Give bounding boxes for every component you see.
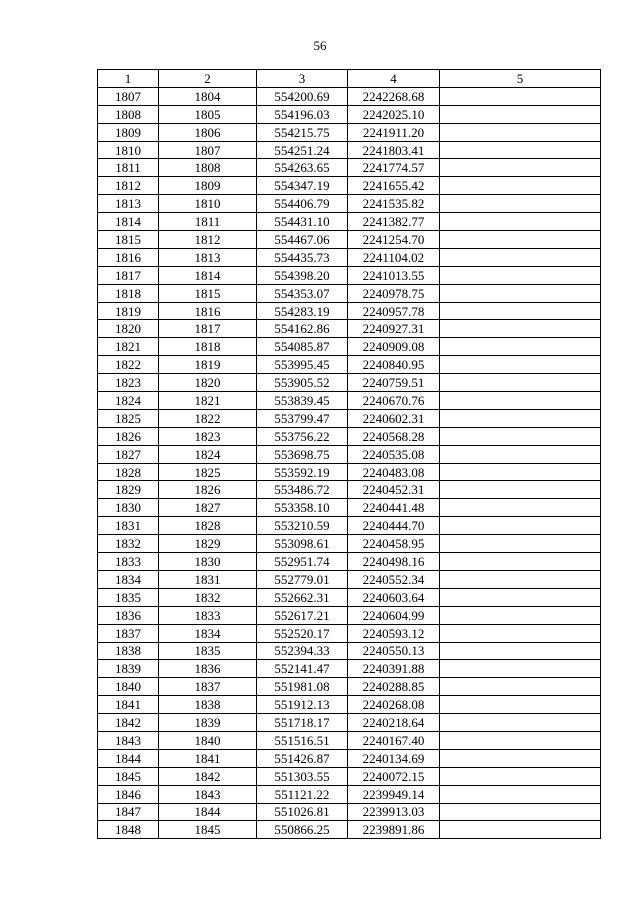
table-cell: 1809 <box>98 123 159 141</box>
table-cell: 553698.75 <box>257 445 348 463</box>
table-cell <box>440 803 601 821</box>
table-cell: 1841 <box>159 749 257 767</box>
table-cell <box>440 87 601 105</box>
table-cell: 1829 <box>98 481 159 499</box>
table-cell: 1814 <box>159 266 257 284</box>
table-row <box>98 87 601 105</box>
table-row <box>98 231 601 249</box>
table-cell <box>440 302 601 320</box>
table-cell <box>440 624 601 642</box>
table-cell: 554406.79 <box>257 195 348 213</box>
table-cell: 1824 <box>98 392 159 410</box>
table-cell: 2240603.64 <box>348 588 440 606</box>
table-cell: 554215.75 <box>257 123 348 141</box>
table-cell: 1833 <box>98 553 159 571</box>
table-row <box>98 606 601 624</box>
table-cell: 2240978.75 <box>348 284 440 302</box>
table-cell <box>440 427 601 445</box>
table-row <box>98 624 601 642</box>
table-cell: 1846 <box>98 785 159 803</box>
table-cell: 1823 <box>98 374 159 392</box>
table-row <box>98 338 601 356</box>
table-cell: 552662.31 <box>257 588 348 606</box>
table-cell: 551981.08 <box>257 678 348 696</box>
table-cell <box>440 731 601 749</box>
table-cell: 1809 <box>159 177 257 195</box>
table-cell: 1827 <box>98 445 159 463</box>
table-row <box>98 463 601 481</box>
table-cell <box>440 481 601 499</box>
table-cell: 1819 <box>98 302 159 320</box>
table-cell: 552617.21 <box>257 606 348 624</box>
table-header-row <box>98 70 601 88</box>
table-cell: 553839.45 <box>257 392 348 410</box>
table-cell: 2241911.20 <box>348 123 440 141</box>
table-cell: 1806 <box>159 123 257 141</box>
table-cell: 551718.17 <box>257 714 348 732</box>
column-header: 3 <box>257 70 348 88</box>
table-cell: 1835 <box>159 642 257 660</box>
table-cell: 1830 <box>98 499 159 517</box>
table-cell: 1842 <box>159 767 257 785</box>
table-cell <box>440 714 601 732</box>
table-cell: 1831 <box>98 517 159 535</box>
table-cell <box>440 445 601 463</box>
table-cell: 554200.69 <box>257 87 348 105</box>
table-cell: 1812 <box>159 231 257 249</box>
table-cell <box>440 535 601 553</box>
table-cell <box>440 660 601 678</box>
table-row <box>98 535 601 553</box>
table-cell: 2240167.40 <box>348 731 440 749</box>
table-row <box>98 517 601 535</box>
table-cell: 552951.74 <box>257 553 348 571</box>
table-cell: 1814 <box>98 213 159 231</box>
table-cell: 1810 <box>98 141 159 159</box>
table-cell: 1816 <box>98 248 159 266</box>
table-cell: 554196.03 <box>257 105 348 123</box>
table-cell <box>440 606 601 624</box>
table-cell: 2240957.78 <box>348 302 440 320</box>
table-cell: 1840 <box>159 731 257 749</box>
table-row <box>98 714 601 732</box>
table-row <box>98 159 601 177</box>
table-cell: 1841 <box>98 696 159 714</box>
table-row <box>98 660 601 678</box>
table-cell: 551121.22 <box>257 785 348 803</box>
table-cell: 2240535.08 <box>348 445 440 463</box>
table-cell: 2241803.41 <box>348 141 440 159</box>
table-cell: 1844 <box>159 803 257 821</box>
table-cell: 552779.01 <box>257 570 348 588</box>
table-cell <box>440 195 601 213</box>
table-cell: 2240568.28 <box>348 427 440 445</box>
table-row <box>98 105 601 123</box>
table-cell <box>440 105 601 123</box>
table-cell: 2239913.03 <box>348 803 440 821</box>
column-header: 4 <box>348 70 440 88</box>
table-row <box>98 195 601 213</box>
table-cell: 1824 <box>159 445 257 463</box>
table-cell: 1845 <box>98 767 159 785</box>
table-row <box>98 213 601 231</box>
table-row <box>98 481 601 499</box>
table-cell <box>440 463 601 481</box>
table-cell: 2240602.31 <box>348 409 440 427</box>
table-cell: 1837 <box>98 624 159 642</box>
table-cell: 1819 <box>159 356 257 374</box>
table-cell: 553098.61 <box>257 535 348 553</box>
table-row <box>98 284 601 302</box>
table-cell <box>440 749 601 767</box>
table-cell: 1829 <box>159 535 257 553</box>
table-cell: 1834 <box>98 570 159 588</box>
table-cell: 1838 <box>159 696 257 714</box>
table-cell: 2240498.16 <box>348 553 440 571</box>
table-cell: 1811 <box>159 213 257 231</box>
table-body <box>98 87 601 838</box>
table-cell <box>440 213 601 231</box>
table-row <box>98 409 601 427</box>
table-row <box>98 320 601 338</box>
table-cell: 1810 <box>159 195 257 213</box>
table-cell: 2240604.99 <box>348 606 440 624</box>
table-cell: 1840 <box>98 678 159 696</box>
table-cell: 1831 <box>159 570 257 588</box>
table-cell <box>440 553 601 571</box>
table-cell <box>440 678 601 696</box>
table-cell: 2240927.31 <box>348 320 440 338</box>
table-cell: 1834 <box>159 624 257 642</box>
table-cell: 553592.19 <box>257 463 348 481</box>
table-cell <box>440 821 601 839</box>
table-cell: 2241774.57 <box>348 159 440 177</box>
table-cell <box>440 123 601 141</box>
table-cell: 554431.10 <box>257 213 348 231</box>
table-cell: 553799.47 <box>257 409 348 427</box>
table-cell <box>440 642 601 660</box>
table-cell: 1832 <box>98 535 159 553</box>
table-cell: 554283.19 <box>257 302 348 320</box>
table-cell: 1811 <box>98 159 159 177</box>
column-header: 5 <box>440 70 601 88</box>
table-cell: 1848 <box>98 821 159 839</box>
table-cell: 2240909.08 <box>348 338 440 356</box>
table-row <box>98 678 601 696</box>
table-cell: 1805 <box>159 105 257 123</box>
table-cell: 1820 <box>159 374 257 392</box>
table-cell <box>440 141 601 159</box>
table-cell <box>440 356 601 374</box>
table-cell: 1821 <box>98 338 159 356</box>
table-cell <box>440 696 601 714</box>
table-row <box>98 141 601 159</box>
table-cell <box>440 570 601 588</box>
table-cell: 1830 <box>159 553 257 571</box>
table-row <box>98 499 601 517</box>
table-cell <box>440 320 601 338</box>
table-cell: 2240552.34 <box>348 570 440 588</box>
table-cell: 1845 <box>159 821 257 839</box>
table-cell: 1843 <box>159 785 257 803</box>
table-cell: 1815 <box>159 284 257 302</box>
table-cell: 1847 <box>98 803 159 821</box>
table-cell: 2240840.95 <box>348 356 440 374</box>
table-cell: 554085.87 <box>257 338 348 356</box>
table-cell: 2240483.08 <box>348 463 440 481</box>
table-cell: 551426.87 <box>257 749 348 767</box>
table-row <box>98 302 601 320</box>
coordinates-table <box>97 69 601 839</box>
table-cell: 2240072.15 <box>348 767 440 785</box>
table-row <box>98 785 601 803</box>
table-cell: 550866.25 <box>257 821 348 839</box>
table-cell <box>440 248 601 266</box>
table-cell: 554435.73 <box>257 248 348 266</box>
table-cell: 1828 <box>159 517 257 535</box>
table-cell: 552520.17 <box>257 624 348 642</box>
table-cell: 1818 <box>98 284 159 302</box>
table-cell: 1823 <box>159 427 257 445</box>
table-cell <box>440 266 601 284</box>
table-cell: 2240444.70 <box>348 517 440 535</box>
table-cell: 1807 <box>98 87 159 105</box>
table-cell: 1843 <box>98 731 159 749</box>
table-cell: 553358.10 <box>257 499 348 517</box>
table-cell: 1808 <box>98 105 159 123</box>
table-cell <box>440 392 601 410</box>
table-cell: 551912.13 <box>257 696 348 714</box>
table-cell: 2241535.82 <box>348 195 440 213</box>
table-cell: 1842 <box>98 714 159 732</box>
table-cell: 2241104.02 <box>348 248 440 266</box>
table-cell: 2241382.77 <box>348 213 440 231</box>
table-cell: 2242268.68 <box>348 87 440 105</box>
table-cell: 553905.52 <box>257 374 348 392</box>
table-cell: 554353.07 <box>257 284 348 302</box>
table-row <box>98 392 601 410</box>
table-cell: 554263.65 <box>257 159 348 177</box>
table-cell: 552394.33 <box>257 642 348 660</box>
table-row <box>98 803 601 821</box>
table-row <box>98 570 601 588</box>
table-cell <box>440 284 601 302</box>
column-header: 2 <box>159 70 257 88</box>
table-cell <box>440 374 601 392</box>
table-cell: 1818 <box>159 338 257 356</box>
table-row <box>98 553 601 571</box>
table-row <box>98 374 601 392</box>
table-cell: 1807 <box>159 141 257 159</box>
page-number: 56 <box>313 38 327 53</box>
table-row <box>98 123 601 141</box>
table-cell: 553756.22 <box>257 427 348 445</box>
table-cell: 2240759.51 <box>348 374 440 392</box>
table-cell: 554398.20 <box>257 266 348 284</box>
table-cell: 1813 <box>98 195 159 213</box>
table-cell: 1825 <box>159 463 257 481</box>
table-row <box>98 177 601 195</box>
table-cell: 552141.47 <box>257 660 348 678</box>
table-cell: 1817 <box>98 266 159 284</box>
table-cell: 1812 <box>98 177 159 195</box>
table-cell <box>440 338 601 356</box>
table-cell: 1821 <box>159 392 257 410</box>
table-cell <box>440 767 601 785</box>
table-cell <box>440 177 601 195</box>
table-cell: 1827 <box>159 499 257 517</box>
table-cell <box>440 499 601 517</box>
table-row <box>98 642 601 660</box>
column-header: 1 <box>98 70 159 88</box>
table-cell: 1838 <box>98 642 159 660</box>
table-cell: 2239949.14 <box>348 785 440 803</box>
table-cell <box>440 409 601 427</box>
table-cell: 1813 <box>159 248 257 266</box>
table-cell: 553995.45 <box>257 356 348 374</box>
table-row <box>98 427 601 445</box>
table-cell: 1822 <box>159 409 257 427</box>
table-cell: 1804 <box>159 87 257 105</box>
table-cell: 1844 <box>98 749 159 767</box>
table-cell: 1816 <box>159 302 257 320</box>
table-cell <box>440 231 601 249</box>
table-cell: 2240268.08 <box>348 696 440 714</box>
table-cell: 1826 <box>159 481 257 499</box>
table-cell: 1825 <box>98 409 159 427</box>
table-cell: 1839 <box>98 660 159 678</box>
table-cell: 2241655.42 <box>348 177 440 195</box>
table-row <box>98 445 601 463</box>
table-cell: 2240134.69 <box>348 749 440 767</box>
table-cell: 2242025.10 <box>348 105 440 123</box>
table-cell: 1836 <box>98 606 159 624</box>
table-row <box>98 248 601 266</box>
table-cell: 1815 <box>98 231 159 249</box>
table-cell: 2240550.13 <box>348 642 440 660</box>
table-cell: 2240593.12 <box>348 624 440 642</box>
table-cell <box>440 785 601 803</box>
table-cell: 1822 <box>98 356 159 374</box>
table-row <box>98 749 601 767</box>
table-cell: 2240458.95 <box>348 535 440 553</box>
table-cell: 551303.55 <box>257 767 348 785</box>
table-cell: 2240441.48 <box>348 499 440 517</box>
table-cell: 1832 <box>159 588 257 606</box>
table-cell: 1828 <box>98 463 159 481</box>
table-cell <box>440 588 601 606</box>
table-cell: 2240670.76 <box>348 392 440 410</box>
table-row <box>98 356 601 374</box>
table-cell: 1839 <box>159 714 257 732</box>
table-cell: 2241254.70 <box>348 231 440 249</box>
table-cell: 1817 <box>159 320 257 338</box>
table-cell: 1833 <box>159 606 257 624</box>
table-cell: 1837 <box>159 678 257 696</box>
table-cell: 1820 <box>98 320 159 338</box>
table-cell: 551516.51 <box>257 731 348 749</box>
table-cell: 553210.59 <box>257 517 348 535</box>
table-cell: 553486.72 <box>257 481 348 499</box>
table-cell: 1836 <box>159 660 257 678</box>
table-cell: 2240391.88 <box>348 660 440 678</box>
table-cell: 2240452.31 <box>348 481 440 499</box>
table-cell: 551026.81 <box>257 803 348 821</box>
table-cell <box>440 517 601 535</box>
table-cell: 1826 <box>98 427 159 445</box>
table-row <box>98 731 601 749</box>
table-row <box>98 266 601 284</box>
table-cell: 554467.06 <box>257 231 348 249</box>
table-cell: 1808 <box>159 159 257 177</box>
table-row <box>98 696 601 714</box>
table-cell: 1835 <box>98 588 159 606</box>
table-cell <box>440 159 601 177</box>
table-row <box>98 821 601 839</box>
table-cell: 554347.19 <box>257 177 348 195</box>
table-cell: 554162.86 <box>257 320 348 338</box>
table-row <box>98 767 601 785</box>
table-cell: 2239891.86 <box>348 821 440 839</box>
table-cell: 554251.24 <box>257 141 348 159</box>
table-row <box>98 588 601 606</box>
table-cell: 2240288.85 <box>348 678 440 696</box>
table-cell: 2240218.64 <box>348 714 440 732</box>
table-cell: 2241013.55 <box>348 266 440 284</box>
